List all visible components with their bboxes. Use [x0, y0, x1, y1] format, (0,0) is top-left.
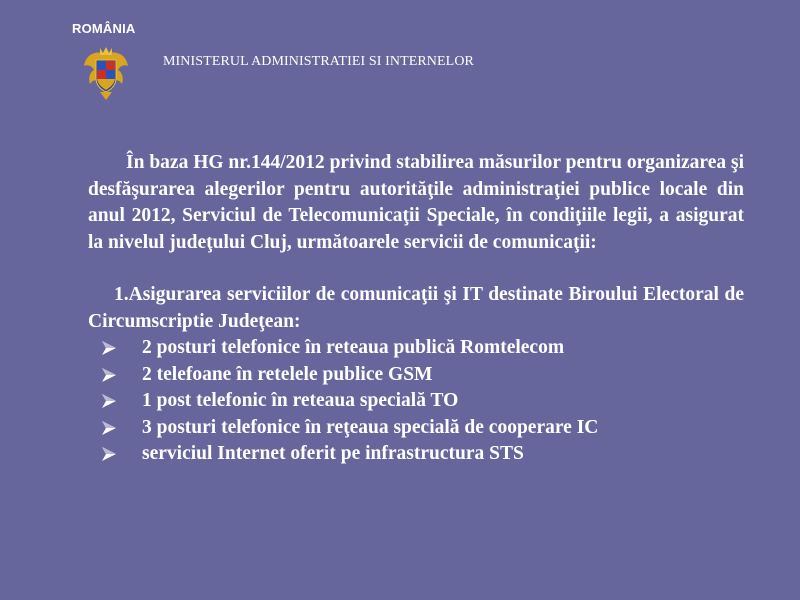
- ministry-title: MINISTERUL ADMINISTRATIEI SI INTERNELOR: [163, 54, 474, 69]
- service-list: [88, 335, 744, 468]
- romania-coat-of-arms-icon: [82, 44, 130, 102]
- country-label: ROMÂNIA: [72, 21, 136, 36]
- intro-paragraph: În baza HG nr.144/2012 privind stabilirea măsurilor pentru organizarea şi desfăşurarea alegerilor pentru autorităţile administraţiei publice locale din anul 2012, Serviciul de Telecomunicaţii Speciale, în condiţiile legii, a asigurat la nivelul judeţului Cluj, următoarele servicii de comunicaţii:: [88, 152, 744, 253]
- list-item-text: 2 telefoane în retelele publice GSM: [142, 363, 433, 385]
- list-item: [88, 388, 744, 415]
- list-item: [88, 415, 744, 442]
- list-item-text: serviciul Internet oferit pe infrastructura STS: [142, 443, 524, 464]
- list-item: [88, 441, 744, 468]
- arrow-bullet-icon: [101, 446, 117, 462]
- section-paragraph: 1.Asigurarea serviciilor de comunicaţii şi IT destinate Biroului Electoral de Circumscriptie Judeţean:: [88, 284, 744, 332]
- arrow-bullet-icon: [101, 393, 117, 409]
- list-item-text: 2 posturi telefonice în reteaua publică Romtelecom: [142, 337, 565, 358]
- list-item-text: 3 posturi telefonice în reţeaua specială de cooperare IC: [142, 416, 599, 438]
- slide-content: [88, 150, 744, 468]
- list-item: [88, 335, 744, 362]
- list-item-text: 1 post telefonic în reteaua specială TO: [142, 390, 459, 411]
- list-item: [88, 362, 744, 389]
- arrow-bullet-icon: [101, 367, 117, 383]
- arrow-bullet-icon: [101, 340, 117, 356]
- arrow-bullet-icon: [101, 420, 117, 436]
